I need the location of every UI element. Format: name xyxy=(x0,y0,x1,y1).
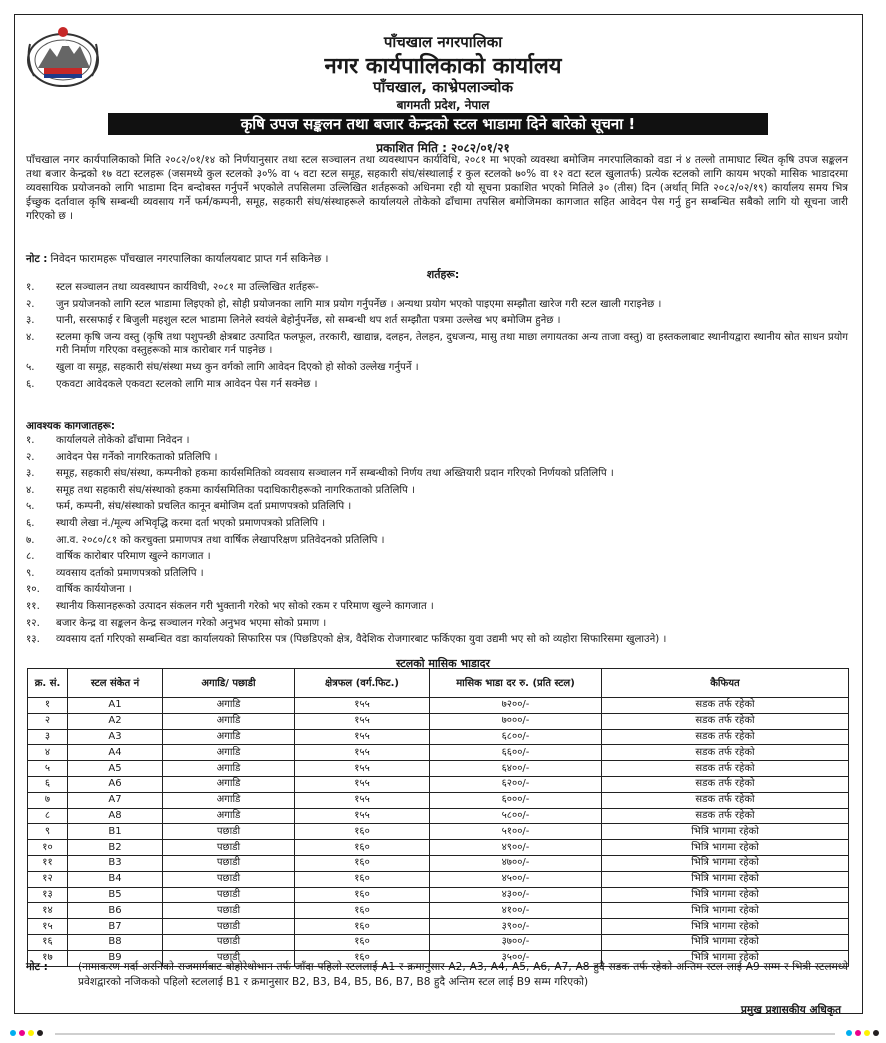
cell-rent: ६२००/- xyxy=(430,776,602,792)
cell-code: A5 xyxy=(68,761,163,777)
office-title: नगर कार्यपालिकाको कार्यालय xyxy=(324,54,562,79)
form-note xyxy=(26,252,848,266)
cell-side: अगाडि xyxy=(163,745,295,761)
cell-remarks: सडक तर्फ रहेको xyxy=(602,698,849,714)
cell-side: पछाडी xyxy=(163,824,295,840)
table-header-row xyxy=(28,669,849,698)
cell-sn: १२ xyxy=(28,871,68,887)
cell-code: A1 xyxy=(68,698,163,714)
col-area-header: क्षेत्रफल (वर्ग.फिट.) xyxy=(295,669,430,698)
cell-side: पछाडी xyxy=(163,934,295,950)
cell-area: १६० xyxy=(295,919,430,935)
list-item: ९. व्यवसाय दर्ताको प्रमाणपत्रको प्रतिलिपि । xyxy=(26,567,204,579)
cell-remarks: सडक तर्फ रहेको xyxy=(602,713,849,729)
cell-rent: ५१००/- xyxy=(430,824,602,840)
note-text: (नामाकरण गर्दा अरनिको राजमार्गबाट बोहोरेथोभान तर्फ जाँदा पहिलो स्टललाई A1 र क्रमानुसार A2, A3, A4, A5, A6, A7, A8 हुदै सडक तर्फ रहेको अन्तिम स्टल लाई A9 सम्म र भित्री स्टलमध्ये प्रवेशद्वारको नजिकको पहिलो स्टललाई B1 र क्रमानुसार B2, B3, B4, B5, B6, B7, B8 हुदै अन्तिम स्टल लाई B9 सम्म गरिएको) xyxy=(78,961,848,988)
cell-rent: ७०००/- xyxy=(430,713,602,729)
cell-code: A6 xyxy=(68,776,163,792)
table-row xyxy=(28,871,849,887)
cell-sn: ३ xyxy=(28,729,68,745)
table-row xyxy=(28,698,849,714)
cell-sn: १ xyxy=(28,698,68,714)
cell-area: १५५ xyxy=(295,792,430,808)
cell-sn: १७ xyxy=(28,950,68,966)
cell-area: १५५ xyxy=(295,729,430,745)
cell-code: B8 xyxy=(68,934,163,950)
table-row xyxy=(28,792,849,808)
cell-rent: ७२००/- xyxy=(430,698,602,714)
rent-table xyxy=(27,668,849,967)
cell-side: पछाडी xyxy=(163,871,295,887)
col-rent-header: मासिक भाडा दर रु. (प्रति स्टल) xyxy=(430,669,602,698)
cell-area: १५५ xyxy=(295,776,430,792)
cell-area: १६० xyxy=(295,855,430,871)
cell-code: B9 xyxy=(68,950,163,966)
cell-rent: ६४००/- xyxy=(430,761,602,777)
list-item: ५. खुला वा समूह, सहकारी संघ/संस्था मध्य कुन वर्गको लागि आवेदन दिएको हो सोको उल्लेख गर्नुपर्ने । xyxy=(26,361,419,373)
list-item: ५. फर्म, कम्पनी, संघ/संस्थाको प्रचलित कानून बमोजिम दर्ता प्रमाणपत्रको प्रतिलिपि । xyxy=(26,501,352,513)
bottom-divider xyxy=(55,1033,835,1035)
cell-sn: ११ xyxy=(28,855,68,871)
cell-code: B4 xyxy=(68,871,163,887)
cell-rent: ४९००/- xyxy=(430,840,602,856)
cell-area: १६० xyxy=(295,934,430,950)
cell-remarks: भित्रि भागमा रहेको xyxy=(602,824,849,840)
cell-sn: १६ xyxy=(28,934,68,950)
list-item: ४. स्टलमा कृषि जन्य वस्तु (कृषि तथा पशुपन्छी क्षेत्रबाट उत्पादित फलफूल, तरकारी, खाद्यान्न, दलहन, तेलहन, दुधजन्य, मासु तथा माछा लगायतका अन्य ताजा वस्तु) वा हस्तकलाबाट स्थानीयद्वारा स्थानीय स्रोत साधन प्रयोग गरी निर्माण गरिएका वस्तुहरूको मात्र कारोबार गर्न पाइनेछ । xyxy=(26,331,848,357)
list-item: ७. आ.व. २०८०/८१ को करचुक्ता प्रमाणपत्र तथा वार्षिक लेखापरिक्षण प्रतिवेदनको प्रतिलिपि । xyxy=(26,534,385,546)
cell-code: B7 xyxy=(68,919,163,935)
table-row xyxy=(28,887,849,903)
cell-area: १५५ xyxy=(295,761,430,777)
notice-banner: कृषि उपज सङ्कलन तथा बजार केन्द्रको स्टल भाडामा दिने बारेको सूचना ! xyxy=(108,113,768,135)
cell-side: पछाडी xyxy=(163,840,295,856)
cell-code: A8 xyxy=(68,808,163,824)
cell-remarks: भित्रि भागमा रहेको xyxy=(602,919,849,935)
cell-code: B1 xyxy=(68,824,163,840)
naming-note xyxy=(26,960,848,990)
cell-rent: ६०००/- xyxy=(430,792,602,808)
table-row xyxy=(28,855,849,871)
province-line: बागमती प्रदेश, नेपाल xyxy=(396,98,490,112)
cell-rent: ४१००/- xyxy=(430,903,602,919)
cell-remarks: सडक तर्फ रहेको xyxy=(602,776,849,792)
note-label: नोट : xyxy=(26,253,48,265)
cell-rent: ४७००/- xyxy=(430,855,602,871)
col-remarks-header: कैफियत xyxy=(602,669,849,698)
office-address: पाँचखाल, काभ्रेपलाञ्चोक xyxy=(373,78,513,96)
cell-area: १५५ xyxy=(295,713,430,729)
conditions-list xyxy=(26,281,848,394)
col-sn-header: क्र. सं. xyxy=(28,669,68,698)
cell-code: A3 xyxy=(68,729,163,745)
table-row xyxy=(28,808,849,824)
table-row xyxy=(28,934,849,950)
cell-side: अगाडि xyxy=(163,698,295,714)
cell-remarks: भित्रि भागमा रहेको xyxy=(602,934,849,950)
col-code-header: स्टल संकेत नं xyxy=(68,669,163,698)
cell-rent: ६६००/- xyxy=(430,745,602,761)
cell-area: १५५ xyxy=(295,698,430,714)
cell-code: B5 xyxy=(68,887,163,903)
cell-area: १६० xyxy=(295,950,430,966)
print-color-dots-right xyxy=(846,1030,879,1038)
table-row xyxy=(28,776,849,792)
cell-side: अगाडि xyxy=(163,713,295,729)
cell-code: B6 xyxy=(68,903,163,919)
cell-sn: ८ xyxy=(28,808,68,824)
cell-area: १६० xyxy=(295,840,430,856)
cell-area: १५५ xyxy=(295,745,430,761)
cell-sn: ६ xyxy=(28,776,68,792)
cell-side: अगाडि xyxy=(163,808,295,824)
cell-area: १६० xyxy=(295,887,430,903)
table-row xyxy=(28,919,849,935)
cell-rent: ३७००/- xyxy=(430,934,602,950)
cell-rent: ४३००/- xyxy=(430,887,602,903)
list-item: ६. स्थायी लेखा नं./मूल्य अभिवृद्धि करमा दर्ता भएको प्रमाणपत्रको प्रतिलिपि । xyxy=(26,517,326,529)
list-item: १२. बजार केन्द्र वा सङ्कलन केन्द्र सञ्चालन गरेको अनुभव भएमा सोको प्रमाण । xyxy=(26,617,327,629)
list-item: ८. वार्षिक कारोबार परिमाण खुल्ने कागजात । xyxy=(26,551,211,563)
cell-remarks: सडक तर्फ रहेको xyxy=(602,729,849,745)
cell-remarks: सडक तर्फ रहेको xyxy=(602,808,849,824)
cell-sn: २ xyxy=(28,713,68,729)
cell-side: पछाडी xyxy=(163,903,295,919)
cell-side: अगाडि xyxy=(163,761,295,777)
cell-rent: ४५००/- xyxy=(430,871,602,887)
cell-sn: १४ xyxy=(28,903,68,919)
cell-sn: १० xyxy=(28,840,68,856)
cell-sn: १३ xyxy=(28,887,68,903)
list-item: २. आवेदन पेस गर्नेको नागरिकताको प्रतिलिपि । xyxy=(26,451,218,463)
cell-sn: ७ xyxy=(28,792,68,808)
rent-table-title: स्टलको मासिक भाडादर xyxy=(395,657,491,670)
list-item: ३. पानी, सरसफाई र बिजुली महशुल स्टल भाडामा लिनेले स्वयंले बेहोर्नुपर्नेछ, सो सम्बन्धी थप शर्त सम्झौता पत्रमा उल्लेख भए बमोजिम हुनेछ । xyxy=(26,315,561,327)
cell-remarks: भित्रि भागमा रहेको xyxy=(602,887,849,903)
table-row xyxy=(28,840,849,856)
cell-remarks: भित्रि भागमा रहेको xyxy=(602,840,849,856)
col-side-header: अगाडि/ पछाडी xyxy=(163,669,295,698)
cell-code: B2 xyxy=(68,840,163,856)
list-item: १. स्टल सञ्चालन तथा व्यवस्थापन कार्यविधी, २०८१ मा उल्लिखित शर्तहरू- xyxy=(26,282,319,293)
list-item: १. कार्यालयले तोकेको ढाँचामा निवेदन । xyxy=(26,435,190,446)
table-row xyxy=(28,713,849,729)
cell-sn: ९ xyxy=(28,824,68,840)
list-item: ६. एकवटा आवेदकले एकवटा स्टलको लागि मात्र आवेदन पेस गर्न सक्नेछ । xyxy=(26,378,318,390)
cell-area: १६० xyxy=(295,871,430,887)
table-row xyxy=(28,761,849,777)
cell-side: अगाडि xyxy=(163,729,295,745)
conditions-heading: शर्तहरू: xyxy=(426,268,460,281)
table-row xyxy=(28,745,849,761)
intro-paragraph: पाँचखाल नगर कार्यपालिकाको मिति २०८२/०१/१४ को निर्णयानुसार तथा स्टल सञ्चालन तथा व्यवस्थापन कार्यविधि, २०८१ मा भएको व्यवस्था बमोजिम नगरपालिकाको वडा नं ४ तल्लो तामाघाट स्थित कृषि उपज सङ्कलन तथा बजार केन्द्रको १७ वटा स्टलहरू (जसमध्ये कुल स्टलको ३०% वा ५ वटा स्टल समूह, सहकारी संघ/संस्थालाई र कुल स्टलको ७०% वा १२ वटा स्टल खुलातर्फ) प्रत्येक स्टलको लागि कायम भएको मासिक भाडादरमा व्यवसायिक प्रयोजनको लागि भाडामा दिन बन्दोबस्त गर्नुपर्ने भएकोले तपसिलमा उल्लिखित शर्तहरूको अधिनमा रही यो सूचना प्रकाशित भएको मितिले ३० (तीस) दिन (अर्थात् मिति २०८२/०२/१९) कार्यालय समय भित्र ईच्छुक दर्तावाल कृषि सम्बन्धी व्यवसाय गर्ने फर्म/कम्पनी, समूह, सहकारी संघ/संस्थाहरूले कार्यालयले तोकेको ढाँचामा तपसिल बमोजिमका कागजात सहित आवेदन पेस गर्नु हुन सम्बन्धित सबैको लागि यो सूचना जारी गरिएको छ । xyxy=(26,154,848,223)
list-item: ११. स्थानीय किसानहरूको उत्पादन संकलन गरी भुक्तानी गरेको भए सोको रकम र परिमाण खुल्ने कागजात । xyxy=(26,600,434,612)
list-item: ३. समूह, सहकारी संघ/संस्था, कम्पनीको हकमा कार्यसमितिको व्यवसाय सञ्चालन गर्ने सम्बन्धीको निर्णय तथा अख्तियारी प्रदान गरिएको निर्णयको प्रतिलिपि । xyxy=(26,468,614,480)
note-text: निवेदन फारामहरू पाँचखाल नगरपालिका कार्यालयबाट प्राप्त गर्न सकिनेछ । xyxy=(50,253,329,265)
cell-code: A2 xyxy=(68,713,163,729)
print-color-dots-left xyxy=(10,1030,43,1038)
cell-remarks: भित्रि भागमा रहेको xyxy=(602,855,849,871)
cell-sn: १५ xyxy=(28,919,68,935)
municipality-name: पाँचखाल नगरपालिका xyxy=(383,33,503,51)
table-row xyxy=(28,903,849,919)
cell-side: अगाडि xyxy=(163,792,295,808)
cell-code: B3 xyxy=(68,855,163,871)
cell-side: अगाडि xyxy=(163,776,295,792)
cell-sn: ४ xyxy=(28,745,68,761)
cell-remarks: भित्रि भागमा रहेको xyxy=(602,950,849,966)
cell-rent: ३९००/- xyxy=(430,919,602,935)
documents-heading: आवश्यक कागजातहरू: xyxy=(26,420,116,432)
cell-remarks: सडक तर्फ रहेको xyxy=(602,745,849,761)
cell-side: पछाडी xyxy=(163,950,295,966)
list-item: १०. वार्षिक कार्ययोजना । xyxy=(26,584,132,596)
cell-side: पछाडी xyxy=(163,919,295,935)
list-item: २. जुन प्रयोजनको लागि स्टल भाडामा लिइएको हो, सोही प्रयोजनका लागि मात्र प्रयोग गर्नुपर्नेछ । अन्यथा प्रयोग भएको पाइएमा सम्झौता खारेज गरी स्टल खाली गराइनेछ । xyxy=(26,298,662,310)
cell-area: १६० xyxy=(295,903,430,919)
cell-side: पछाडी xyxy=(163,855,295,871)
cell-rent: ५८००/- xyxy=(430,808,602,824)
cell-remarks: भित्रि भागमा रहेको xyxy=(602,903,849,919)
cell-side: पछाडी xyxy=(163,887,295,903)
cell-area: १६० xyxy=(295,824,430,840)
cell-rent: ३५००/- xyxy=(430,950,602,966)
signatory: प्रमुख प्रशासकीय अधिकृत xyxy=(740,1004,841,1016)
list-item: ४. समूह तथा सहकारी संघ/संस्थाको हकमा कार्यसमितिका पदाधिकारीहरूको नागरिकताको प्रतिलिपि । xyxy=(26,484,415,496)
table-row xyxy=(28,824,849,840)
cell-area: १५५ xyxy=(295,808,430,824)
documents-list xyxy=(26,434,848,650)
cell-rent: ६८००/- xyxy=(430,729,602,745)
cell-remarks: सडक तर्फ रहेको xyxy=(602,792,849,808)
list-item: १३. व्यवसाय दर्ता गरिएको सम्बन्धित वडा कार्यालयको सिफारिस पत्र (पिछडिएको क्षेत्र, वैदेशिक रोजगारबाट फर्किएका युवा उद्यमी भए सो को व्यहोरा सिफारिसमा खुलाउने) । xyxy=(26,634,667,646)
note-label: नोट : xyxy=(26,961,48,973)
cell-remarks: भित्रि भागमा रहेको xyxy=(602,871,849,887)
published-date: प्रकाशित मिति : २०८२/०१/२१ xyxy=(376,141,510,155)
cell-code: A7 xyxy=(68,792,163,808)
cell-sn: ५ xyxy=(28,761,68,777)
table-row xyxy=(28,729,849,745)
cell-remarks: सडक तर्फ रहेको xyxy=(602,761,849,777)
cell-code: A4 xyxy=(68,745,163,761)
